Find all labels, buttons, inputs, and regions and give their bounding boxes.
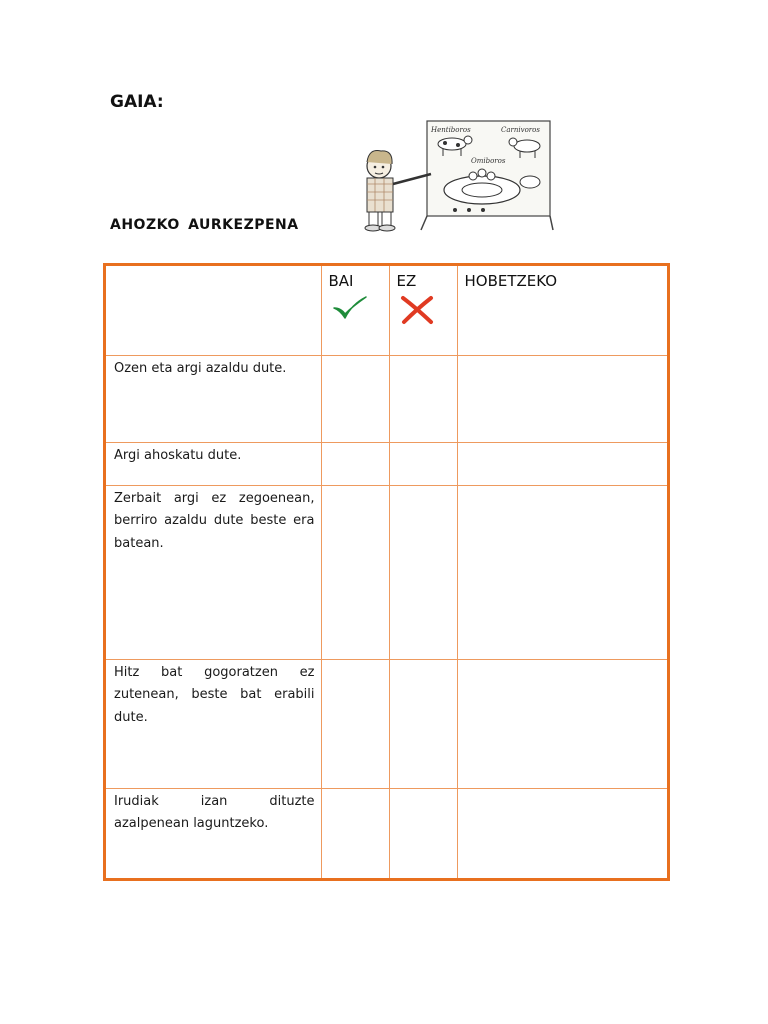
header-ez-label: EZ [396, 272, 417, 290]
hobetzeko-cell[interactable] [457, 485, 667, 659]
ez-cell[interactable] [389, 485, 457, 659]
criterion-cell [106, 442, 321, 485]
bai-cell[interactable] [321, 485, 389, 659]
topic-label: GAIA: [110, 92, 164, 112]
criterion-text: Hitz bat gogoratzen ez zutenean, beste bat erabili dute. [114, 664, 315, 725]
table-header-row [106, 266, 667, 355]
hobetzeko-cell[interactable] [457, 442, 667, 485]
table-row [106, 659, 667, 788]
hobetzeko-cell[interactable] [457, 355, 667, 442]
bai-cell[interactable] [321, 355, 389, 442]
criterion-cell [106, 788, 321, 878]
table-row [106, 355, 667, 442]
criterion-text: Irudiak izan dituzte azalpenean laguntzeko. [114, 793, 315, 831]
poster-label-carnivores: Carnivoros [501, 126, 540, 134]
ez-cell[interactable] [389, 659, 457, 788]
criterion-cell [106, 485, 321, 659]
table-row [106, 442, 667, 485]
header-hobetzeko-label: HOBETZEKO [464, 272, 558, 290]
header-criteria-label [106, 266, 321, 272]
page-title: AHOZKO AURKEZPENA [110, 217, 299, 233]
header-criteria-cell [106, 266, 321, 355]
criterion-text: Ozen eta argi azaldu dute. [114, 360, 287, 376]
child-presenting-poster-illustration [355, 118, 555, 233]
table-row [106, 485, 667, 659]
check-mark-icon [332, 295, 368, 321]
ez-cell[interactable] [389, 355, 457, 442]
poster-label-herbivores: Hentiboros [431, 126, 471, 134]
table-row [106, 788, 667, 878]
criterion-cell [106, 659, 321, 788]
header-bai-label: BAI [328, 272, 354, 290]
criterion-cell [106, 355, 321, 442]
hobetzeko-cell[interactable] [457, 788, 667, 878]
cross-mark-icon [400, 295, 434, 325]
bai-cell[interactable] [321, 788, 389, 878]
hobetzeko-cell[interactable] [457, 659, 667, 788]
bai-cell[interactable] [321, 659, 389, 788]
ez-cell[interactable] [389, 788, 457, 878]
criterion-text: Zerbait argi ez zegoenean, berriro azaldu dute beste era batean. [114, 490, 315, 551]
evaluation-rubric-table [103, 263, 670, 881]
header-bai-cell [321, 266, 389, 355]
poster-label-omnivores: Omiboros [471, 157, 506, 165]
header-ez-cell [389, 266, 457, 355]
header-hobetzeko-cell [457, 266, 667, 355]
criterion-text: Argi ahoskatu dute. [114, 447, 242, 463]
bai-cell[interactable] [321, 442, 389, 485]
ez-cell[interactable] [389, 442, 457, 485]
